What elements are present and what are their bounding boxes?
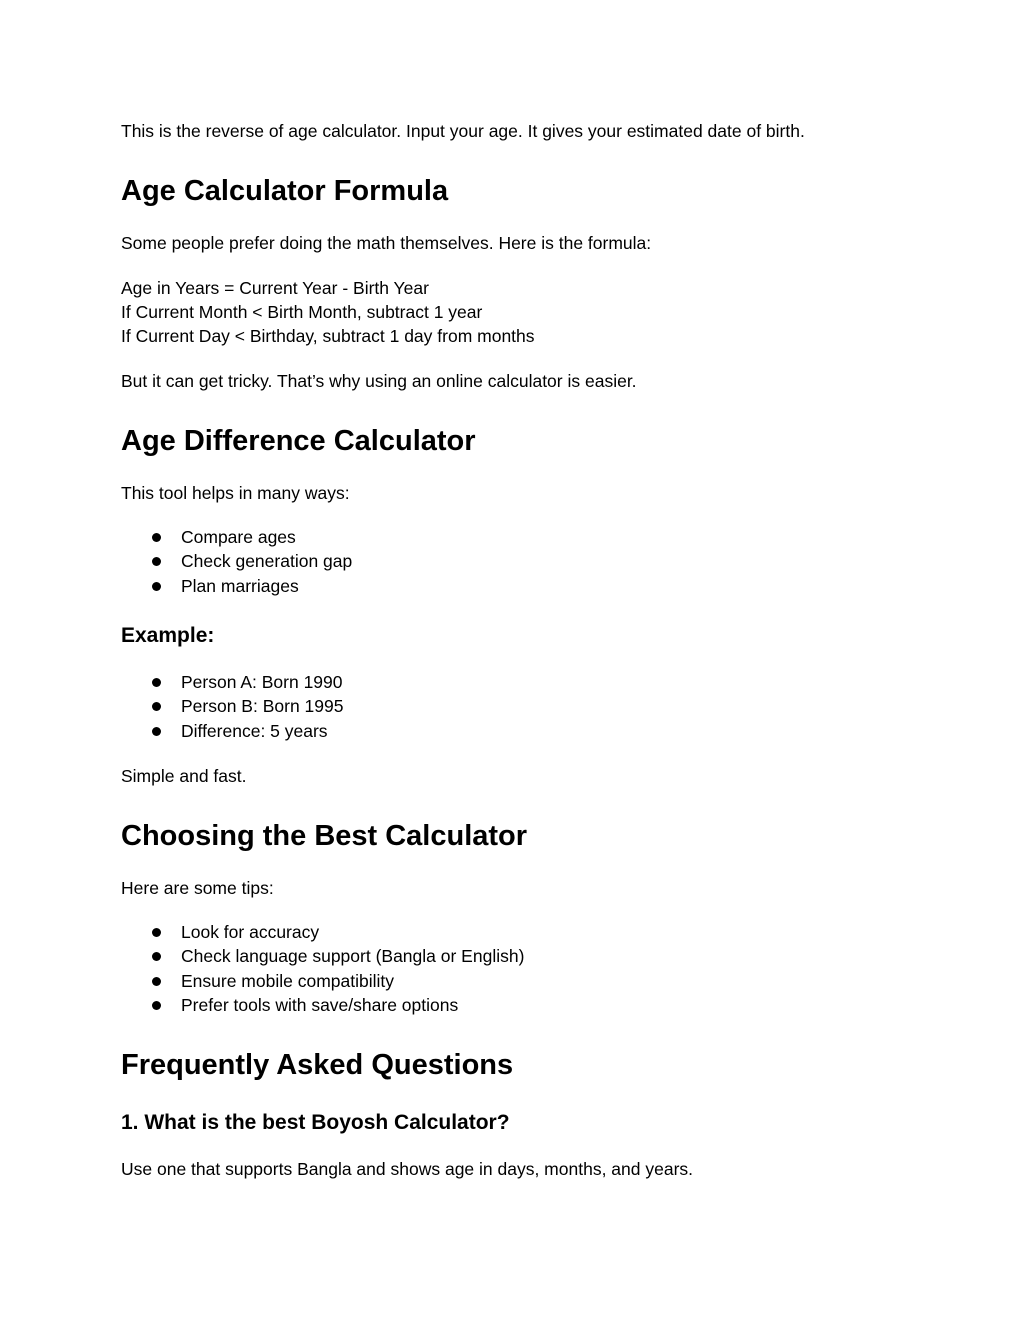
- uses-list: [121, 525, 352, 598]
- faq-answer-1: Use one that supports Bangla and shows age in days, months, and years.: [121, 1159, 694, 1179]
- bullet-icon: [152, 702, 161, 711]
- heading-age-difference-calculator: Age Difference Calculator: [121, 425, 476, 457]
- heading-example: Example:: [121, 624, 215, 647]
- difference-lead-paragraph: This tool helps in many ways:: [121, 483, 350, 503]
- formula-line: If Current Month < Birth Month, subtract 1 year: [121, 302, 483, 322]
- formula-line: If Current Day < Birthday, subtract 1 day from months: [121, 326, 535, 346]
- bullet-icon: [152, 557, 161, 566]
- list-item-text: Ensure mobile compatibility: [181, 970, 395, 991]
- heading-choosing-best-calculator: Choosing the Best Calculator: [121, 820, 528, 852]
- list-item: [121, 920, 524, 944]
- list-item: [121, 719, 343, 743]
- list-item-text: Person A: Born 1990: [181, 672, 343, 692]
- list-item-text: Plan marriages: [181, 575, 299, 596]
- heading-age-calculator-formula: Age Calculator Formula: [121, 175, 449, 207]
- list-item: [121, 944, 524, 968]
- bullet-icon: [152, 952, 161, 961]
- example-list: [121, 670, 343, 743]
- list-item-text: Person B: Born 1995: [181, 696, 344, 717]
- intro-paragraph: This is the reverse of age calculator. Input your age. It gives your estimated date of birth.: [121, 121, 805, 141]
- bullet-icon: [152, 1001, 161, 1010]
- formula-note-paragraph: But it can get tricky. That’s why using an online calculator is easier.: [121, 371, 637, 391]
- difference-closing-paragraph: Simple and fast.: [121, 766, 247, 786]
- tips-list: [121, 920, 524, 1018]
- heading-frequently-asked-questions: Frequently Asked Questions: [121, 1049, 514, 1081]
- list-item: [121, 670, 343, 694]
- bullet-icon: [152, 928, 161, 937]
- bullet-icon: [152, 582, 161, 591]
- list-item: [121, 525, 352, 549]
- formula-line: Age in Years = Current Year - Birth Year: [121, 278, 429, 298]
- list-item-text: Look for accuracy: [181, 922, 320, 942]
- list-item: [121, 694, 343, 718]
- list-item: [121, 969, 524, 993]
- list-item: [121, 549, 352, 573]
- bullet-icon: [152, 727, 161, 736]
- list-item-text: Difference: 5 years: [181, 720, 328, 741]
- bullet-icon: [152, 678, 161, 687]
- choosing-lead-paragraph: Here are some tips:: [121, 878, 274, 898]
- list-item-text: Check generation gap: [181, 551, 353, 572]
- list-item-text: Check language support (Bangla or English): [181, 946, 525, 967]
- list-item-text: Compare ages: [181, 527, 296, 547]
- faq-question-1: 1. What is the best Boyosh Calculator?: [121, 1111, 510, 1134]
- formula-lead-paragraph: Some people prefer doing the math themselves. Here is the formula:: [121, 233, 652, 253]
- bullet-icon: [152, 977, 161, 986]
- list-item: [121, 574, 352, 598]
- bullet-icon: [152, 533, 161, 542]
- list-item: [121, 993, 524, 1017]
- list-item-text: Prefer tools with save/share options: [181, 995, 459, 1016]
